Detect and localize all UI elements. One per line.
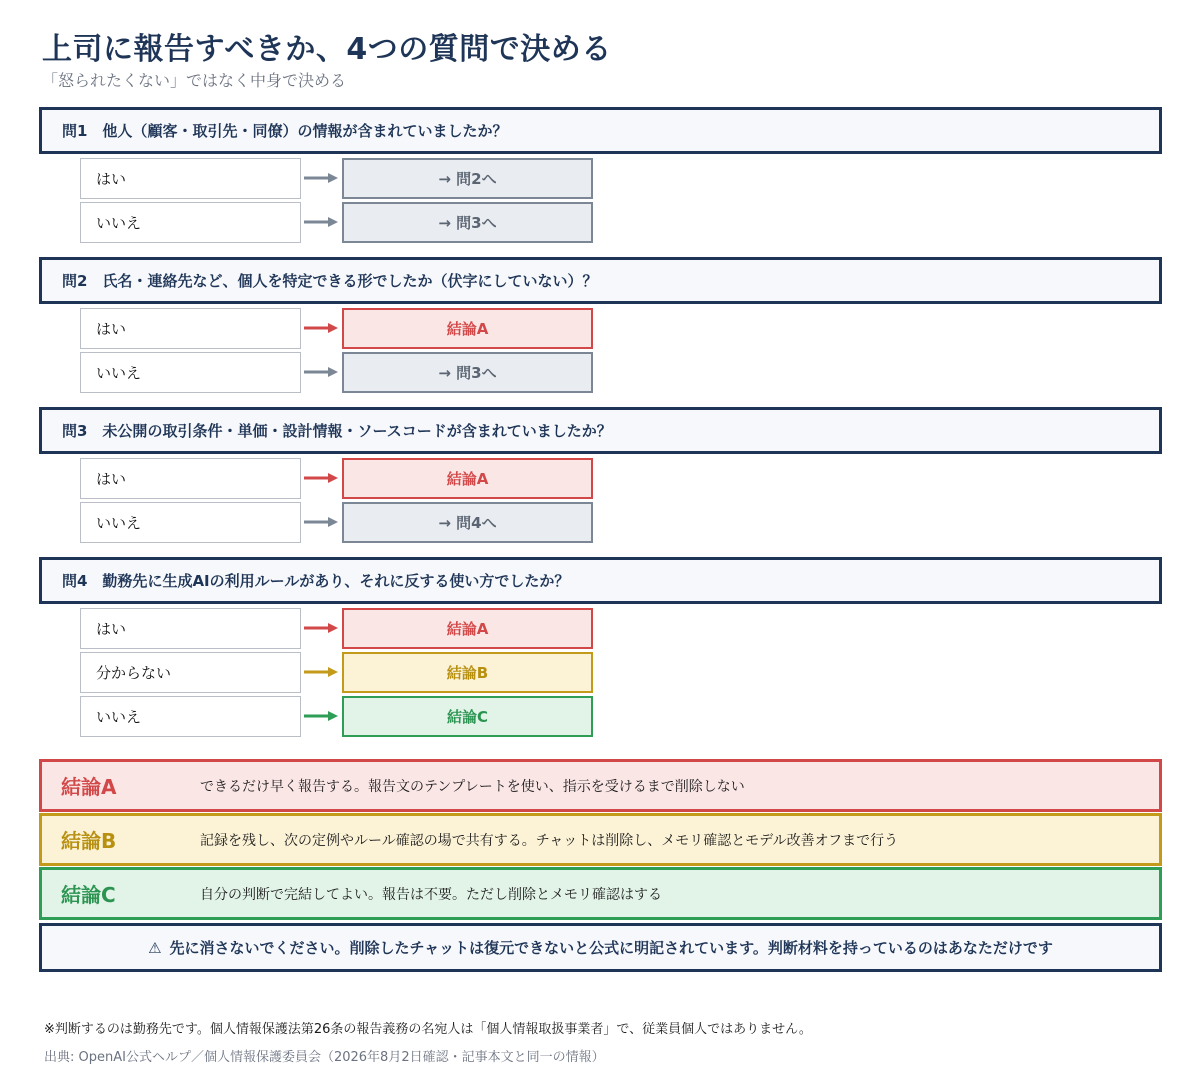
q3-result-yes: 結論A <box>342 458 593 499</box>
q2-result-yes: 結論A <box>342 308 593 349</box>
q2-answer-yes: はい <box>80 308 301 349</box>
warning-text: 先に消さないでください。削除したチャットは復元できないと公式に明記されています。判断材料を持っているのはあなただけです <box>169 939 1053 957</box>
question-1-text: 問1 他人（顧客・取引先・同僚）の情報が含まれていましたか？ <box>62 122 508 140</box>
warning-box <box>39 923 1162 972</box>
page-subtitle: 「怒られたくない」ではなく中身で決める <box>42 71 347 90</box>
arrow-icon <box>304 216 338 228</box>
question-4-text: 問4 勤務先に生成AIの利用ルールがあり、それに反する使い方でしたか？ <box>62 572 570 590</box>
question-2 <box>39 257 1162 304</box>
warning-icon: ⚠ <box>148 938 162 957</box>
q2-result-no: → 問3へ <box>342 352 593 393</box>
question-2-text: 問2 氏名・連絡先など、個人を特定できる形でしたか（伏字にしていない）？ <box>62 272 598 290</box>
q4-result-unknown: 結論B <box>342 652 593 693</box>
q2-answer-no: いいえ <box>80 352 301 393</box>
conclusion-a-label: 結論A <box>61 775 117 799</box>
arrow-icon <box>304 172 338 184</box>
q1-result-yes: → 問2へ <box>342 158 593 199</box>
q3-answer-no: いいえ <box>80 502 301 543</box>
q4-result-no: 結論C <box>342 696 593 737</box>
q1-answer-no: いいえ <box>80 202 301 243</box>
question-4 <box>39 557 1162 604</box>
arrow-icon <box>304 710 338 722</box>
conclusion-c-desc: 自分の判断で完結してよい。報告は不要。ただし削除とメモリ確認はする <box>200 886 662 903</box>
conclusion-b <box>39 813 1162 866</box>
q1-result-no: → 問3へ <box>342 202 593 243</box>
conclusion-b-desc: 記録を残し、次の定例やルール確認の場で共有する。チャットは削除し、メモリ確認とモデル改善オフまで行う <box>200 832 899 849</box>
q1-answer-yes: はい <box>80 158 301 199</box>
page-title: 上司に報告すべきか、4つの質問で決める <box>42 32 612 67</box>
question-1 <box>39 107 1162 154</box>
q4-result-yes: 結論A <box>342 608 593 649</box>
q4-answer-unknown: 分からない <box>80 652 301 693</box>
arrow-icon <box>304 516 338 528</box>
arrow-icon <box>304 322 338 334</box>
conclusion-c-label: 結論C <box>61 883 116 907</box>
question-3-text: 問3 未公開の取引条件・単価・設計情報・ソースコードが含まれていましたか？ <box>62 422 612 440</box>
conclusion-c <box>39 867 1162 920</box>
question-3 <box>39 407 1162 454</box>
q4-answer-no: いいえ <box>80 696 301 737</box>
footnote: ※判断するのは勤務先です。個人情報保護法第26条の報告義務の名宛人は「個人情報取扱事業者」で、従業員個人ではありません。 <box>44 1022 812 1037</box>
arrow-icon <box>304 666 338 678</box>
q3-result-no: → 問4へ <box>342 502 593 543</box>
arrow-icon <box>304 472 338 484</box>
conclusion-a-desc: できるだけ早く報告する。報告文のテンプレートを使い、指示を受けるまで削除しない <box>200 778 745 795</box>
arrow-icon <box>304 622 338 634</box>
conclusion-b-label: 結論B <box>61 829 117 853</box>
source-citation: 出典: OpenAI公式ヘルプ／個人情報保護委員会（2026年8月2日確認・記事本文と同一の情報） <box>44 1050 605 1065</box>
arrow-icon <box>304 366 338 378</box>
q4-answer-yes: はい <box>80 608 301 649</box>
q3-answer-yes: はい <box>80 458 301 499</box>
conclusion-a <box>39 759 1162 812</box>
